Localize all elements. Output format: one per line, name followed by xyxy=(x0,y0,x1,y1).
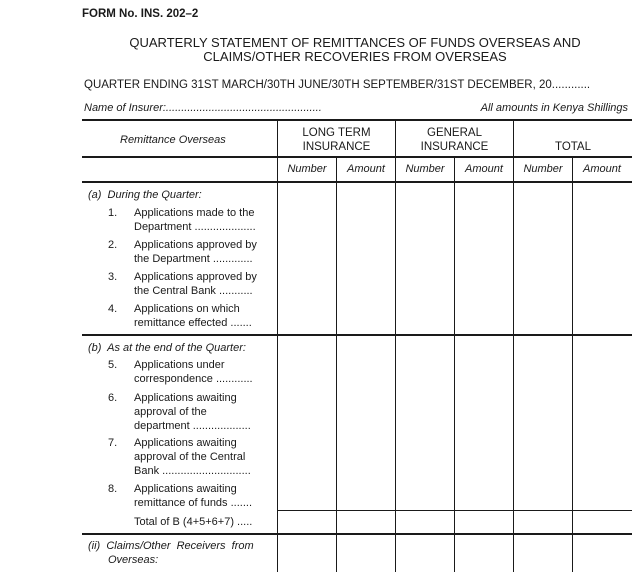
col-group-general-line2: INSURANCE xyxy=(420,141,489,153)
insurer-name-label: Name of Insurer:................................................... xyxy=(84,102,322,114)
col-group-general xyxy=(396,126,513,154)
item-label-line1: Applications awaiting xyxy=(134,437,237,449)
item-label-line1: Applications awaiting xyxy=(134,392,237,404)
claims-label-line1: (ii) Claims/Other Receivers from xyxy=(88,540,254,552)
col-divider-general xyxy=(395,120,396,572)
total-b-label: Total of B (4+5+6+7) ..... xyxy=(134,516,253,528)
subheader-total-amount: Amount xyxy=(583,163,621,175)
col-group-total-line1 xyxy=(514,126,632,140)
item-label-line2: remittance effected ....... xyxy=(134,317,252,329)
item-label-line1: Applications on which xyxy=(134,303,240,315)
col-group-long-term xyxy=(278,126,395,154)
item-label-line2: the Central Bank ........... xyxy=(134,285,253,297)
item-label-line1: Applications approved by xyxy=(134,271,257,283)
item-label-line1: Applications approved by xyxy=(134,239,257,251)
form-title-line1: QUARTERLY STATEMENT OF REMITTANCES OF FUNDS OVERSEAS AND xyxy=(129,35,581,50)
item-label-line3: Bank ............................. xyxy=(134,465,251,477)
item-number: 5. xyxy=(108,359,118,371)
subheader-lt-number: Number xyxy=(287,163,327,175)
item-label-line2: approval of the xyxy=(134,406,207,418)
item-label-line2: approval of the Central xyxy=(134,451,246,463)
item-label-line1: Applications under xyxy=(134,359,225,371)
subheader-gi-number: Number xyxy=(405,163,445,175)
col-divider-total-amount xyxy=(572,157,573,572)
currency-note: All amounts in Kenya Shillings xyxy=(480,102,628,114)
claims-label-line2: Overseas: xyxy=(108,554,159,566)
subheader-gi-amount: Amount xyxy=(465,163,503,175)
item-label-line2: remittance of funds ....... xyxy=(134,497,252,509)
subheader-lt-amount: Amount xyxy=(347,163,385,175)
col-group-long-term-line1: LONG TERM xyxy=(302,127,371,139)
col-divider-rowheader xyxy=(277,120,278,572)
form-number: FORM No. INS. 202–2 xyxy=(82,8,199,20)
col-divider-lt-amount xyxy=(336,157,337,572)
item-number: 8. xyxy=(108,483,118,495)
item-label-line1: Applications awaiting xyxy=(134,483,237,495)
col-group-general-line1: GENERAL xyxy=(427,127,482,139)
table-top-border xyxy=(82,119,632,121)
item-number: 7. xyxy=(108,437,118,449)
header-bottom-rule xyxy=(82,156,632,158)
item-number: 3. xyxy=(108,271,118,283)
col-divider-total xyxy=(513,120,514,572)
subheader-total-number: Number xyxy=(523,163,563,175)
item-label-line2: correspondence ............ xyxy=(134,373,253,385)
section-a-bottom-rule xyxy=(82,334,632,336)
total-bottom-rule xyxy=(82,533,632,535)
item-label-line3: department ................... xyxy=(134,420,251,432)
col-group-long-term-line2: INSURANCE xyxy=(302,141,371,153)
quarter-ending: QUARTER ENDING 31ST MARCH/30TH JUNE/30TH SEPTEMBER/31ST DECEMBER, 20............ xyxy=(84,79,591,91)
subheader-bottom-rule xyxy=(82,181,632,183)
col-divider-gi-amount xyxy=(454,157,455,572)
item-number: 1. xyxy=(108,207,118,219)
item-number: 4. xyxy=(108,303,118,315)
section-a-heading: (a) During the Quarter: xyxy=(88,189,202,201)
item-label-line2: Department .................... xyxy=(134,221,256,233)
item-number: 6. xyxy=(108,392,118,404)
item-label-line1: Applications made to the xyxy=(134,207,255,219)
form-title-line2: CLAIMS/OTHER RECOVERIES FROM OVERSEAS xyxy=(203,49,507,64)
item-number: 2. xyxy=(108,239,118,251)
col-group-total-line2: TOTAL xyxy=(555,141,591,153)
item-label-line2: the Department ............. xyxy=(134,253,253,265)
row-header-label: Remittance Overseas xyxy=(120,134,226,146)
col-group-total xyxy=(514,126,632,154)
section-b-heading: (b) As at the end of the Quarter: xyxy=(88,342,246,354)
